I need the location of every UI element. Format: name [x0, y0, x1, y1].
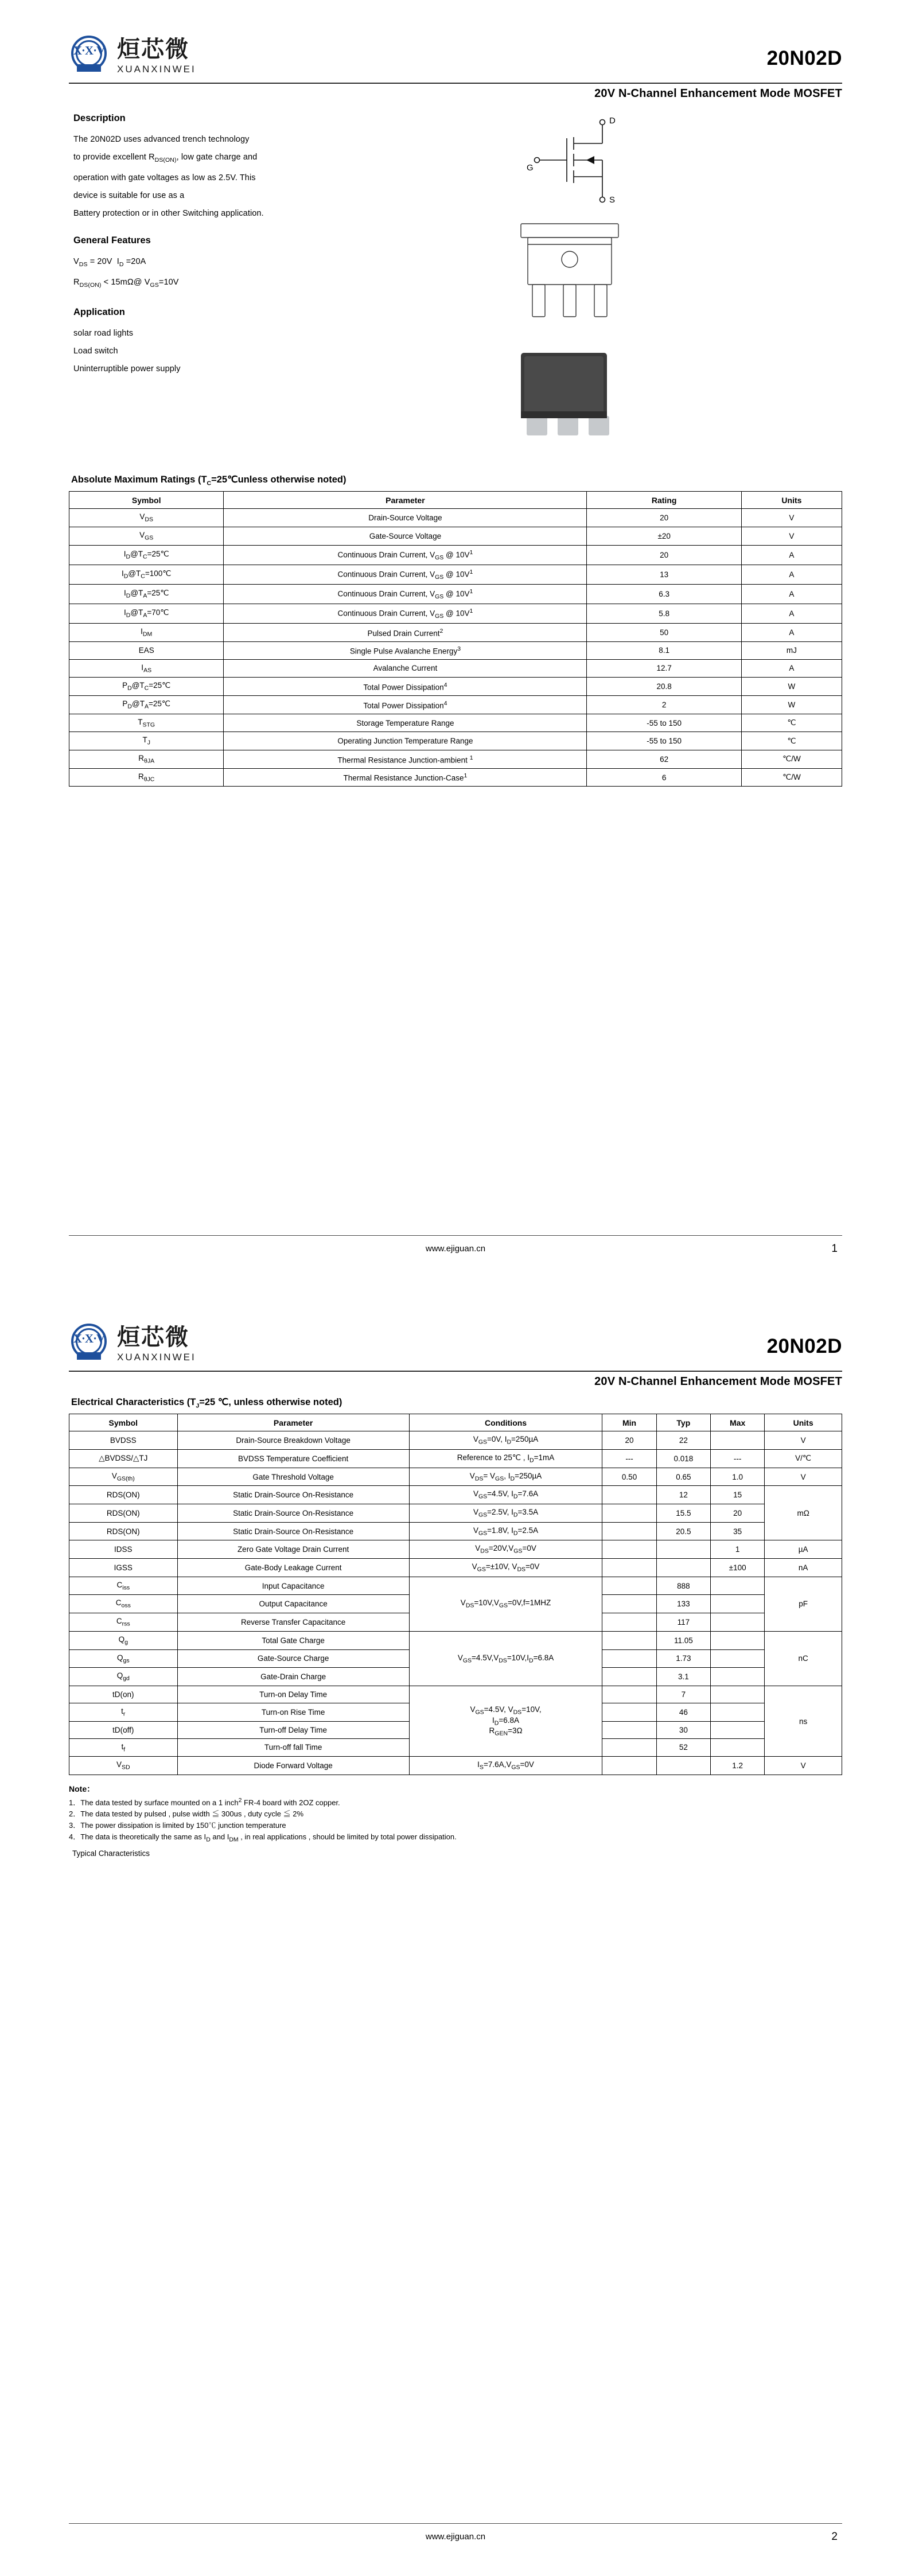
company-logo	[69, 34, 196, 77]
table-row: $P_D@T_A=25℃$ Total Power Dissipation$^4$ 2 W	[69, 695, 842, 714]
application-line: Load switch	[73, 346, 118, 356]
table-row: RDS(ON) Static Drain-Source On-Resistance $V_{GS}=2.5V$, $I_D=3.5A$ 15.5 20	[69, 1504, 842, 1523]
general-features-heading: General Features	[73, 235, 151, 246]
table-header-row	[69, 492, 842, 509]
company-logo	[69, 1322, 196, 1365]
mosfet-symbol-icon	[522, 114, 694, 215]
description-line: to provide excellent $R_{DS(ON)}$, low gate charge and	[73, 153, 258, 164]
table-row: $R_{\theta JC}$ Thermal Resistance Junction-Case$^1$ 6 ℃/W	[69, 768, 842, 787]
graphics-column	[436, 108, 842, 453]
table-row: $T_J$ Operating Junction Temperature Range -55 to 150 ℃	[69, 732, 842, 750]
description-line: Battery protection or in other Switching application.	[73, 208, 264, 218]
table-row: $I_D@T_A=25℃$ Continuous Drain Current, $V_{GS}$ @ $10V^1$ 6.3 A	[69, 585, 842, 604]
note-item: 4．The data is theoretically the same as $I_D$ and $I_{DM}$ , in real applications , should be limited by total power dissipation.	[69, 1832, 457, 1843]
table-row: tD(off) Turn-off Delay Time 30	[69, 1721, 842, 1738]
col-units: Units	[765, 1414, 842, 1431]
company-name-cn: 烜芯微	[117, 36, 189, 63]
table-row: $V_{SD}$ Diode Forward Voltage $I_S=7.6A,V_{GS}=0V$ 1.2 V	[69, 1757, 842, 1775]
xxv-logo-icon: X·X·V	[69, 1322, 111, 1365]
table-row: $I_D@T_C=100℃$ Continuous Drain Current, $V_{GS}$ @ $10V^1$ 13 A	[69, 565, 842, 584]
notes-section	[69, 1783, 842, 1859]
col-symbol: Symbol	[69, 1414, 178, 1431]
table-row: $C_{oss}$ Output Capacitance 133	[69, 1595, 842, 1613]
application-heading: Application	[73, 306, 125, 317]
table-row: $T_{STG}$ Storage Temperature Range -55 to 150 ℃	[69, 714, 842, 732]
application-line: Uninterruptible power supply	[73, 364, 181, 373]
note-item: 2．The data tested by pulsed , pulse width ≦ 300us , duty cycle ≦ 2%	[69, 1810, 303, 1819]
notes-title: Note：	[69, 1784, 95, 1793]
page-footer	[69, 1235, 842, 1254]
table-row: IGSS Gate-Body Leakage Current $V_{GS}=\pm 10V$, $V_{DS}=0V$ ±100 nA	[69, 1559, 842, 1577]
table-row: $Q_{gs}$ Gate-Source Charge 1.73	[69, 1649, 842, 1668]
description-heading: Description	[73, 113, 126, 123]
typical-characteristics-heading: Typical Characteristics	[72, 1849, 150, 1858]
elec-title: Electrical Characteristics ($T_J=25$ ℃, unless otherwise noted)	[71, 1397, 342, 1410]
part-number: 20N02D	[766, 1335, 842, 1357]
header-divider	[69, 83, 842, 84]
package-outline-drawing	[499, 218, 842, 336]
symbol-pin-s: S	[609, 195, 616, 205]
col-max: Max	[710, 1414, 764, 1431]
table-row: $Q_{gd}$ Gate-Drain Charge 3.1	[69, 1668, 842, 1686]
company-name-en: XUANXINWEI	[117, 63, 196, 75]
electrical-characteristics-table	[69, 1414, 842, 1775]
document-header	[69, 34, 842, 80]
company-name-en: XUANXINWEI	[117, 1351, 196, 1363]
table-row: △BVDSS/△TJ BVDSS Temperature Coefficient Reference to 25℃ , $I_D=1mA$ --- 0.018 --- V/℃	[69, 1449, 842, 1468]
table-row: $R_{\theta JA}$ Thermal Resistance Junction-ambient $^1$ 62 ℃/W	[69, 750, 842, 769]
table-row: $V_{GS(th)}$ Gate Threshold Voltage $V_{DS}= V_{GS}$, $I_D=250\mu A$ 0.50 0.65 1.0 V	[69, 1468, 842, 1486]
table-row: $V_{GS}$ Gate-Source Voltage ±20 V	[69, 527, 842, 545]
document-subtitle: 20V N-Channel Enhancement Mode MOSFET	[594, 1375, 842, 1388]
table-row: BVDSS Drain-Source Breakdown Voltage $V_{GS}=0V$, $I_D=250\mu A$ 20 22 V	[69, 1431, 842, 1450]
col-min: Min	[602, 1414, 656, 1431]
table-row: $t_f$ Turn-off fall Time 52	[69, 1738, 842, 1757]
part-number: 20N02D	[766, 47, 842, 69]
table-row: $P_D@T_C=25℃$ Total Power Dissipation$^4$ 20.8 W	[69, 678, 842, 696]
table-row: $I_D@T_A=70℃$ Continuous Drain Current, $V_{GS}$ @ $10V^1$ 5.8 A	[69, 604, 842, 624]
description-column	[69, 108, 436, 453]
symbol-pin-g: G	[527, 163, 534, 173]
table-row: RDS(ON) Static Drain-Source On-Resistance $V_{GS}=4.5V$, $I_D=7.6A$ 12 15 mΩ	[69, 1486, 842, 1504]
description-line: operation with gate voltages as low as 2.5V. This	[73, 173, 256, 182]
abs-max-title: Absolute Maximum Ratings ($T_C=25℃unless$ otherwise noted)	[71, 474, 347, 487]
application-line: solar road lights	[73, 328, 134, 338]
page-2	[0, 1288, 911, 2576]
document-header	[69, 1322, 842, 1368]
company-name-cn: 烜芯微	[117, 1324, 189, 1351]
table-row: $I_D@T_C=25℃$ Continuous Drain Current, $V_{GS}$ @ $10V^1$ 20 A	[69, 545, 842, 565]
table-row: $V_{DS}$ Drain-Source Voltage 20 V	[69, 509, 842, 527]
page-number: 2	[831, 2530, 838, 2543]
table-row: $C_{rss}$ Reverse Transfer Capacitance 117	[69, 1613, 842, 1632]
col-rating: Rating	[587, 492, 741, 509]
description-line: The 20N02D uses advanced trench technology	[73, 135, 250, 144]
general-features-line: $R_{DS(ON)}$ < 15mΩ@ $V_{GS}=10V$	[73, 277, 179, 289]
note-item: 1．The data tested by surface mounted on a 1 inch$^2$ FR-4 board with 2OZ copper.	[69, 1796, 340, 1807]
xxv-logo-icon: X·X·V	[69, 34, 111, 77]
description-line: device is suitable for use as a	[73, 190, 185, 200]
col-symbol: Symbol	[69, 492, 224, 509]
general-features-line: $V_{DS} = 20V$ $I_D =20A$	[73, 256, 146, 268]
footer-url: www.ejiguan.cn	[425, 2532, 486, 2542]
table-row: tD(on) Turn-on Delay Time $V_{GS}=4.5V$, $V_{DS}=10V$, $I_D=6.8A$ $R_{GEN}=3\Omega$ 7 ns	[69, 1686, 842, 1703]
document-subtitle: 20V N-Channel Enhancement Mode MOSFET	[594, 87, 842, 100]
col-units: Units	[741, 492, 842, 509]
col-parameter: Parameter	[177, 1414, 409, 1431]
table-row: RDS(ON) Static Drain-Source On-Resistance $V_{GS}=1.8V$, $I_D=2.5A$ 20.5 35	[69, 1522, 842, 1540]
col-parameter: Parameter	[224, 492, 587, 509]
symbol-pin-d: D	[609, 116, 616, 126]
page-footer	[69, 2523, 842, 2542]
col-conditions: Conditions	[409, 1414, 602, 1431]
table-row: $t_r$ Turn-on Rise Time 46	[69, 1703, 842, 1721]
table-row: $I_{DM}$ Pulsed Drain Current$^2$ 50 A	[69, 624, 842, 642]
note-item: 3．The power dissipation is limited by 150℃ junction temperature	[69, 1821, 286, 1830]
footer-url: www.ejiguan.cn	[425, 1244, 486, 1254]
table-row: $C_{iss}$ Input Capacitance $V_{DS}=10V,V_{GS}=0V,f=1MHZ$ 888 pF	[69, 1577, 842, 1595]
page-number: 1	[831, 1242, 838, 1255]
header-divider	[69, 1371, 842, 1372]
table-row: EAS Single Pulse Avalanche Energy$^3$ 8.1 mJ	[69, 642, 842, 660]
table-header-row	[69, 1414, 842, 1431]
table-row: IDSS Zero Gate Voltage Drain Current $V_{DS}=20V,V_{GS}=0V$ 1 µA	[69, 1540, 842, 1559]
col-typ: Typ	[656, 1414, 710, 1431]
table-row: $Q_g$ Total Gate Charge $V_{GS}=4.5V,V_{DS}=10V,I_D=6.8A$ 11.05 nC	[69, 1631, 842, 1649]
table-row: $I_{AS}$ Avalanche Current 12.7 A	[69, 659, 842, 678]
package-photo	[505, 347, 842, 453]
abs-max-table	[69, 491, 842, 787]
